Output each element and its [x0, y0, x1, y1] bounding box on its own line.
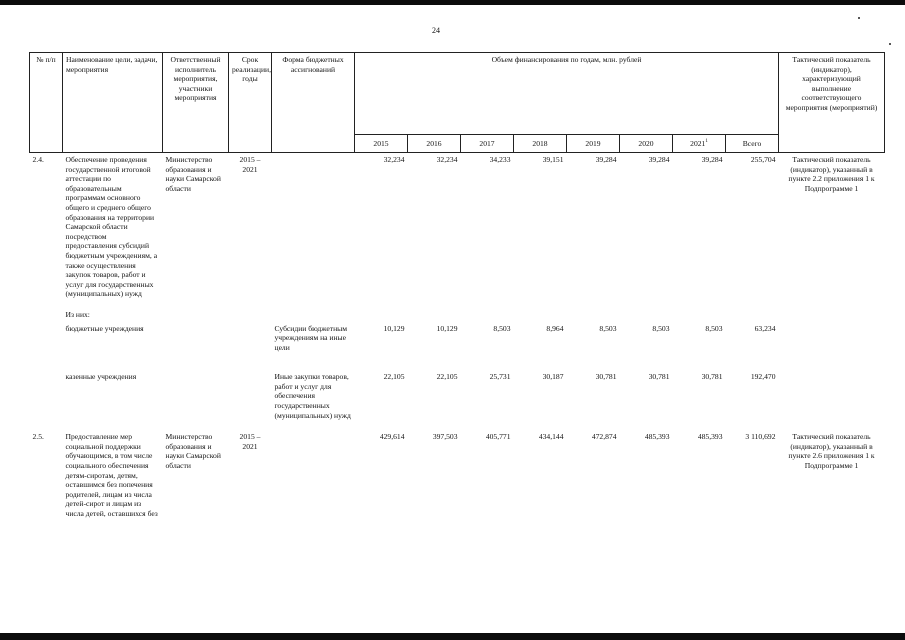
- year-value: 10,129: [436, 323, 458, 333]
- row-spacer-cell: [30, 354, 885, 370]
- financing-table: [29, 52, 885, 521]
- year-value: [673, 308, 726, 322]
- year-2019-header: 2019: [567, 135, 620, 153]
- responsible-executor: [163, 370, 229, 422]
- year-value: [620, 308, 673, 322]
- year-value: 25,731: [489, 372, 511, 382]
- implementation-period: [229, 322, 272, 355]
- year-value: 34,233: [489, 155, 511, 164]
- year-value: [514, 308, 567, 322]
- budget-form: Иные закупки товаров, работ и услуг для обеспечения государственных (муниципальных) нужд: [274, 372, 351, 420]
- total-value: 192,470: [750, 372, 776, 382]
- year-value: 8,503: [493, 323, 511, 333]
- row-number: 2.5.: [32, 432, 44, 442]
- year-value: 39,284: [648, 155, 670, 164]
- total-value: [726, 308, 779, 322]
- year-2018-header: 2018: [514, 135, 567, 153]
- year-value: 8,503: [705, 323, 723, 333]
- responsible-executor: [163, 322, 229, 355]
- year-value: 39,284: [701, 155, 723, 164]
- measure-name: бюджетные учреждения: [65, 323, 144, 333]
- bottom-scan-border: [0, 633, 905, 640]
- row-spacer-cell: [30, 422, 885, 430]
- year-value: 32,234: [383, 155, 405, 164]
- implementation-period: [229, 370, 272, 422]
- budget-form: [272, 308, 355, 322]
- responsible-executor: Министерство образования и науки Самарской области: [165, 155, 221, 193]
- year-value: 10,129: [383, 323, 405, 333]
- scan-speck: [858, 17, 860, 19]
- year-2016-header: 2016: [408, 135, 461, 153]
- total-header: Всего: [726, 135, 779, 153]
- budget-form: Субсидии бюджетным учреждениям на иные цели: [274, 323, 348, 352]
- measure-name: казенные учреждения: [65, 372, 137, 382]
- col-form-header: Форма бюджетных ассигнований: [272, 53, 355, 153]
- table-row: [30, 308, 885, 322]
- year-value: 485,393: [697, 432, 723, 442]
- col-finance-header: Объем финансирования по годам, млн. рублей: [355, 53, 779, 135]
- col-executor-header: Ответственный исполнитель мероприятия, участники мероприятия: [163, 53, 229, 153]
- year-value: 8,964: [546, 323, 564, 333]
- footnote-mark: 1: [705, 138, 708, 144]
- year-value: 30,781: [648, 372, 670, 382]
- tactical-indicator: [779, 308, 885, 322]
- row-number: [30, 370, 63, 422]
- year-value: 22,105: [383, 372, 405, 382]
- table-row: [30, 430, 885, 520]
- implementation-period: 2015 – 2021: [239, 432, 261, 451]
- year-value: 22,105: [436, 372, 458, 382]
- budget-form: [272, 430, 355, 520]
- tactical-indicator: Тактический показатель (индикатор), указанный в пункте 2.6 приложения 1 к Подпрограмме 1: [788, 432, 875, 471]
- row-number: [30, 308, 63, 322]
- year-value: [567, 308, 620, 322]
- year-2015-header: 2015: [355, 135, 408, 153]
- col-indicator-header: Тактический показатель (индикатор), характеризующий выполнение соответствующего мероприятия (мероприятий): [779, 53, 885, 153]
- year-value: 30,781: [701, 372, 723, 382]
- col-name-header: Наименование цели, задачи, мероприятия: [63, 53, 163, 153]
- year-value: 39,151: [542, 155, 564, 164]
- total-value: 255,704: [750, 155, 776, 164]
- row-spacer: [30, 354, 885, 370]
- table-row: [30, 153, 885, 301]
- year-value: 397,503: [432, 432, 458, 442]
- year-value: 485,393: [644, 432, 670, 442]
- implementation-period: 2015 – 2021: [239, 155, 261, 174]
- top-scan-border: [0, 0, 905, 5]
- year-value: 434,144: [538, 432, 564, 442]
- measure-name: Предоставление мер социальной поддержки обучающимся, в том числе социального обеспечения детям-сиротам, детям, оставшимся без попечения родителей, лицам из числа детей-сирот и лицам из числа детей, оставшихся без: [65, 432, 158, 518]
- tactical-indicator: [779, 322, 885, 355]
- measure-name: Из них:: [65, 309, 90, 319]
- table-row: [30, 370, 885, 422]
- year-value: 32,234: [436, 155, 458, 164]
- year-2017-header: 2017: [461, 135, 514, 153]
- year-value: [355, 308, 408, 322]
- budget-form: [272, 153, 355, 301]
- tactical-indicator: Тактический показатель (индикатор), указанный в пункте 2.2 приложения 1 к Подпрограмме 1: [788, 155, 875, 193]
- year-value: 8,503: [599, 323, 617, 333]
- measure-name: Обеспечение проведения государственной итоговой аттестации по образовательным программам основного общего и среднего общего образования на территории Самарской области посредством предоставления субсидий бюджетным учреждениям, а также осуществления закупок товаров, работ и услуг для государственных (муниципальных) нужд: [65, 155, 158, 299]
- year-2021-header: 2021$^1$: [673, 135, 726, 153]
- year-value: [461, 308, 514, 322]
- tactical-indicator: [779, 370, 885, 422]
- row-number: 2.4.: [32, 155, 44, 164]
- year-value: 472,874: [591, 432, 617, 442]
- table-row: [30, 322, 885, 355]
- total-value: 3 110,692: [745, 432, 776, 442]
- total-value: 63,234: [754, 323, 776, 333]
- year-value: 30,781: [595, 372, 617, 382]
- row-spacer: [30, 422, 885, 430]
- row-number: [30, 322, 63, 355]
- responsible-executor: [163, 308, 229, 322]
- implementation-period: [229, 308, 272, 322]
- year-value: 8,503: [652, 323, 670, 333]
- col-num-header: № п/п: [30, 53, 63, 153]
- year-value: 405,771: [485, 432, 511, 442]
- row-spacer: [30, 301, 885, 308]
- year-value: [408, 308, 461, 322]
- row-spacer-cell: [30, 301, 885, 308]
- responsible-executor: Министерство образования и науки Самарской области: [165, 432, 221, 471]
- year-value: 39,284: [595, 155, 617, 164]
- page-number: 24: [432, 26, 440, 35]
- year-value: 429,614: [379, 432, 405, 442]
- table-body: [30, 153, 885, 521]
- col-period-header: Срок реализации, годы: [229, 53, 272, 153]
- scan-speck: [889, 43, 891, 45]
- year-2020-header: 2020: [620, 135, 673, 153]
- year-value: 30,187: [542, 372, 564, 382]
